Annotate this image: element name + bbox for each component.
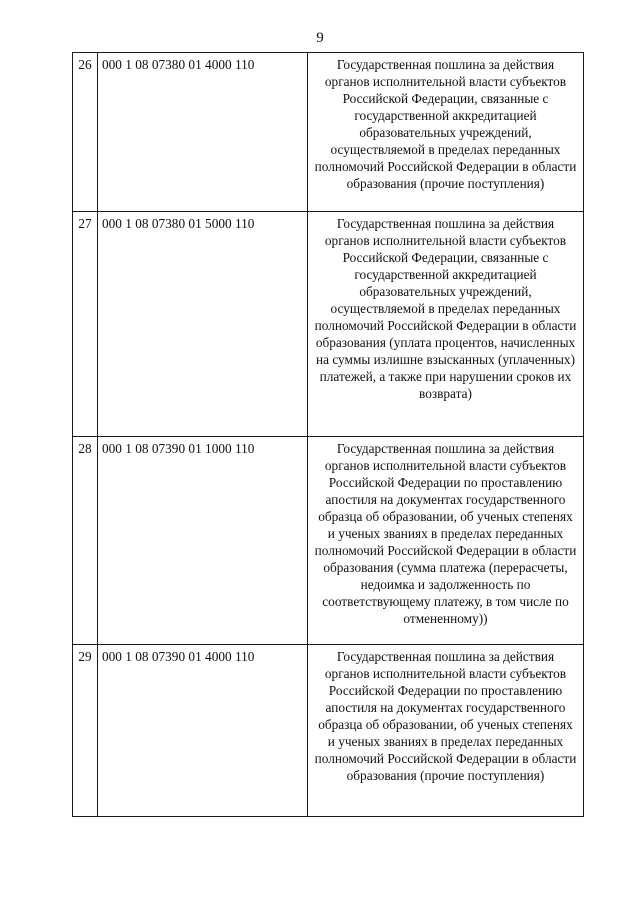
table-row xyxy=(73,645,584,817)
budget-classification-code: 000 1 08 07390 01 4000 110 xyxy=(98,645,308,817)
row-number: 28 xyxy=(73,437,98,645)
revenue-description: Государственная пошлина за действия органов исполнительной власти субъектов Российской Федерации, связанные с государственной аккредитацией образовательных учреждений, осуществляемой в пределах переданных полномочий Российской Федерации в области образования (уплата процентов, начисленных на суммы излишне взысканных (уплаченных) платежей, а также при нарушении сроков их возврата) xyxy=(308,212,584,437)
revenue-description: Государственная пошлина за действия органов исполнительной власти субъектов Российской Федерации по проставлению апостиля на документах государственного образца об образовании, об ученых степенях и ученых званиях в пределах переданных полномочий Российской Федерации в области образования (прочие поступления) xyxy=(308,645,584,817)
table-row xyxy=(73,437,584,645)
revenue-codes-table xyxy=(72,52,584,817)
table-row xyxy=(73,212,584,437)
budget-classification-code: 000 1 08 07380 01 5000 110 xyxy=(98,212,308,437)
row-number: 27 xyxy=(73,212,98,437)
revenue-description: Государственная пошлина за действия органов исполнительной власти субъектов Российской Федерации, связанные с государственной аккредитацией образовательных учреждений, осуществляемой в пределах переданных полномочий Российской Федерации в области образования (прочие поступления) xyxy=(308,53,584,212)
row-number: 26 xyxy=(73,53,98,212)
row-number: 29 xyxy=(73,645,98,817)
budget-classification-code: 000 1 08 07390 01 1000 110 xyxy=(98,437,308,645)
page-number: 9 xyxy=(316,30,324,46)
table-row xyxy=(73,53,584,212)
revenue-description: Государственная пошлина за действия органов исполнительной власти субъектов Российской Федерации по проставлению апостиля на документах государственного образца об образовании, об ученых степенях и ученых званиях в пределах переданных полномочий Российской Федерации в области образования (сумма платежа (перерасчеты, недоимка и задолженность по соответствующему платежу, в том числе по отмененному)) xyxy=(308,437,584,645)
budget-classification-code: 000 1 08 07380 01 4000 110 xyxy=(98,53,308,212)
